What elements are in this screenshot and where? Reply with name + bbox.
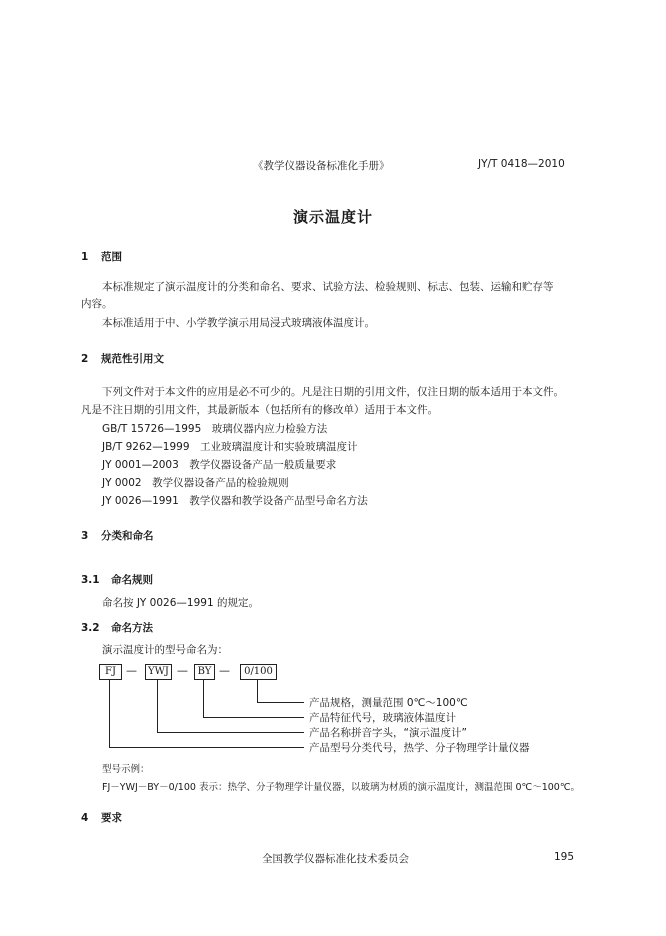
box-category-code: FJ (99, 664, 122, 680)
reference-item: JY 0002 教学仪器设备产品的检验规则 (102, 477, 289, 489)
page-title: 演示温度计 (292, 208, 373, 226)
section-3-1-number: 3.1 (81, 574, 100, 586)
leader-line (203, 717, 304, 718)
reference-item: JY 0001—2003 教学仪器设备产品一般质量要求 (102, 459, 337, 471)
label-spec: 产品规格，测量范围 0℃～100℃ (309, 697, 468, 709)
section-3-2-title: 命名方法 (111, 622, 153, 634)
label-feature: 产品特征代号，玻璃液体温度计 (309, 712, 456, 724)
section-3-2-heading (81, 620, 153, 635)
section-3-number: 3 (81, 530, 89, 542)
dash-separator: — (177, 664, 188, 677)
section-3-title: 分类和命名 (101, 530, 154, 542)
section-3-2-number: 3.2 (81, 622, 100, 634)
dash-separator: — (126, 664, 137, 677)
reference-item: GB/T 15726—1995 玻璃仪器内应力检验方法 (102, 423, 328, 435)
reference-item: JB/T 9262—1999 工业玻璃温度计和实验玻璃温度计 (102, 441, 358, 453)
reference-item: JY 0026—1991 教学仪器和教学设备产品型号命名方法 (102, 495, 368, 507)
section-1-para1-line2: 内容。 (81, 298, 113, 310)
section-1-heading (81, 249, 122, 264)
section-2-para1-line2: 凡是不注日期的引用文件，其最新版本（包括所有的修改单）适用于本文件。 (81, 404, 438, 416)
section-3-1-text: 命名按 JY 0026—1991 的规定。 (102, 597, 259, 609)
label-name: 产品名称拼音字头，“演示温度计” (309, 727, 467, 739)
box-feature-code: BY (194, 664, 215, 680)
example-text: FJ－YWJ－BY－0/100 表示：热学、分子物理学计量仪器，以玻璃为材质的演示温度计，测温范围 0℃～100℃。 (102, 782, 580, 793)
box-spec-code: 0/100 (240, 664, 277, 680)
leader-line (157, 680, 158, 732)
section-2-para1-line1: 下列文件对于本文件的应用是必不可少的。凡是注日期的引用文件，仅注日期的版本适用于本文件。 (102, 386, 564, 398)
section-4-number: 4 (81, 812, 89, 824)
leader-line (157, 732, 304, 733)
section-1-title: 范围 (101, 251, 122, 263)
header-title: 《教学仪器设备标准化手册》 (253, 160, 390, 172)
leader-line (203, 680, 204, 717)
leader-line (109, 747, 304, 748)
section-4-heading (81, 810, 122, 825)
label-category: 产品型号分类代号，热学、分子物理学计量仪器 (309, 742, 530, 754)
section-2-heading (81, 351, 164, 366)
example-label: 型号示例： (102, 764, 150, 775)
box-name-code: YWJ (145, 664, 172, 680)
page-number: 195 (554, 851, 575, 863)
section-1-para2: 本标准适用于中、小学教学演示用局浸式玻璃液体温度计。 (102, 317, 375, 329)
leader-line (109, 680, 110, 747)
header-standard-number: JY/T 0418—2010 (478, 158, 565, 170)
section-3-1-title: 命名规则 (111, 574, 153, 586)
leader-line (257, 680, 258, 702)
dash-separator: — (219, 664, 230, 677)
section-2-number: 2 (81, 353, 89, 365)
section-1-para1-line1: 本标准规定了演示温度计的分类和命名、要求、试验方法、检验规则、标志、包装、运输和贮存等 (102, 281, 554, 293)
section-1-number: 1 (81, 251, 89, 263)
footer-organization: 全国教学仪器标准化技术委员会 (262, 853, 409, 865)
leader-line (257, 702, 304, 703)
section-3-heading (81, 528, 154, 543)
section-3-1-heading (81, 572, 153, 587)
section-4-title: 要求 (101, 812, 122, 824)
section-2-title: 规范性引用文 (101, 353, 164, 365)
section-3-2-intro: 演示温度计的型号命名为： (102, 644, 228, 656)
